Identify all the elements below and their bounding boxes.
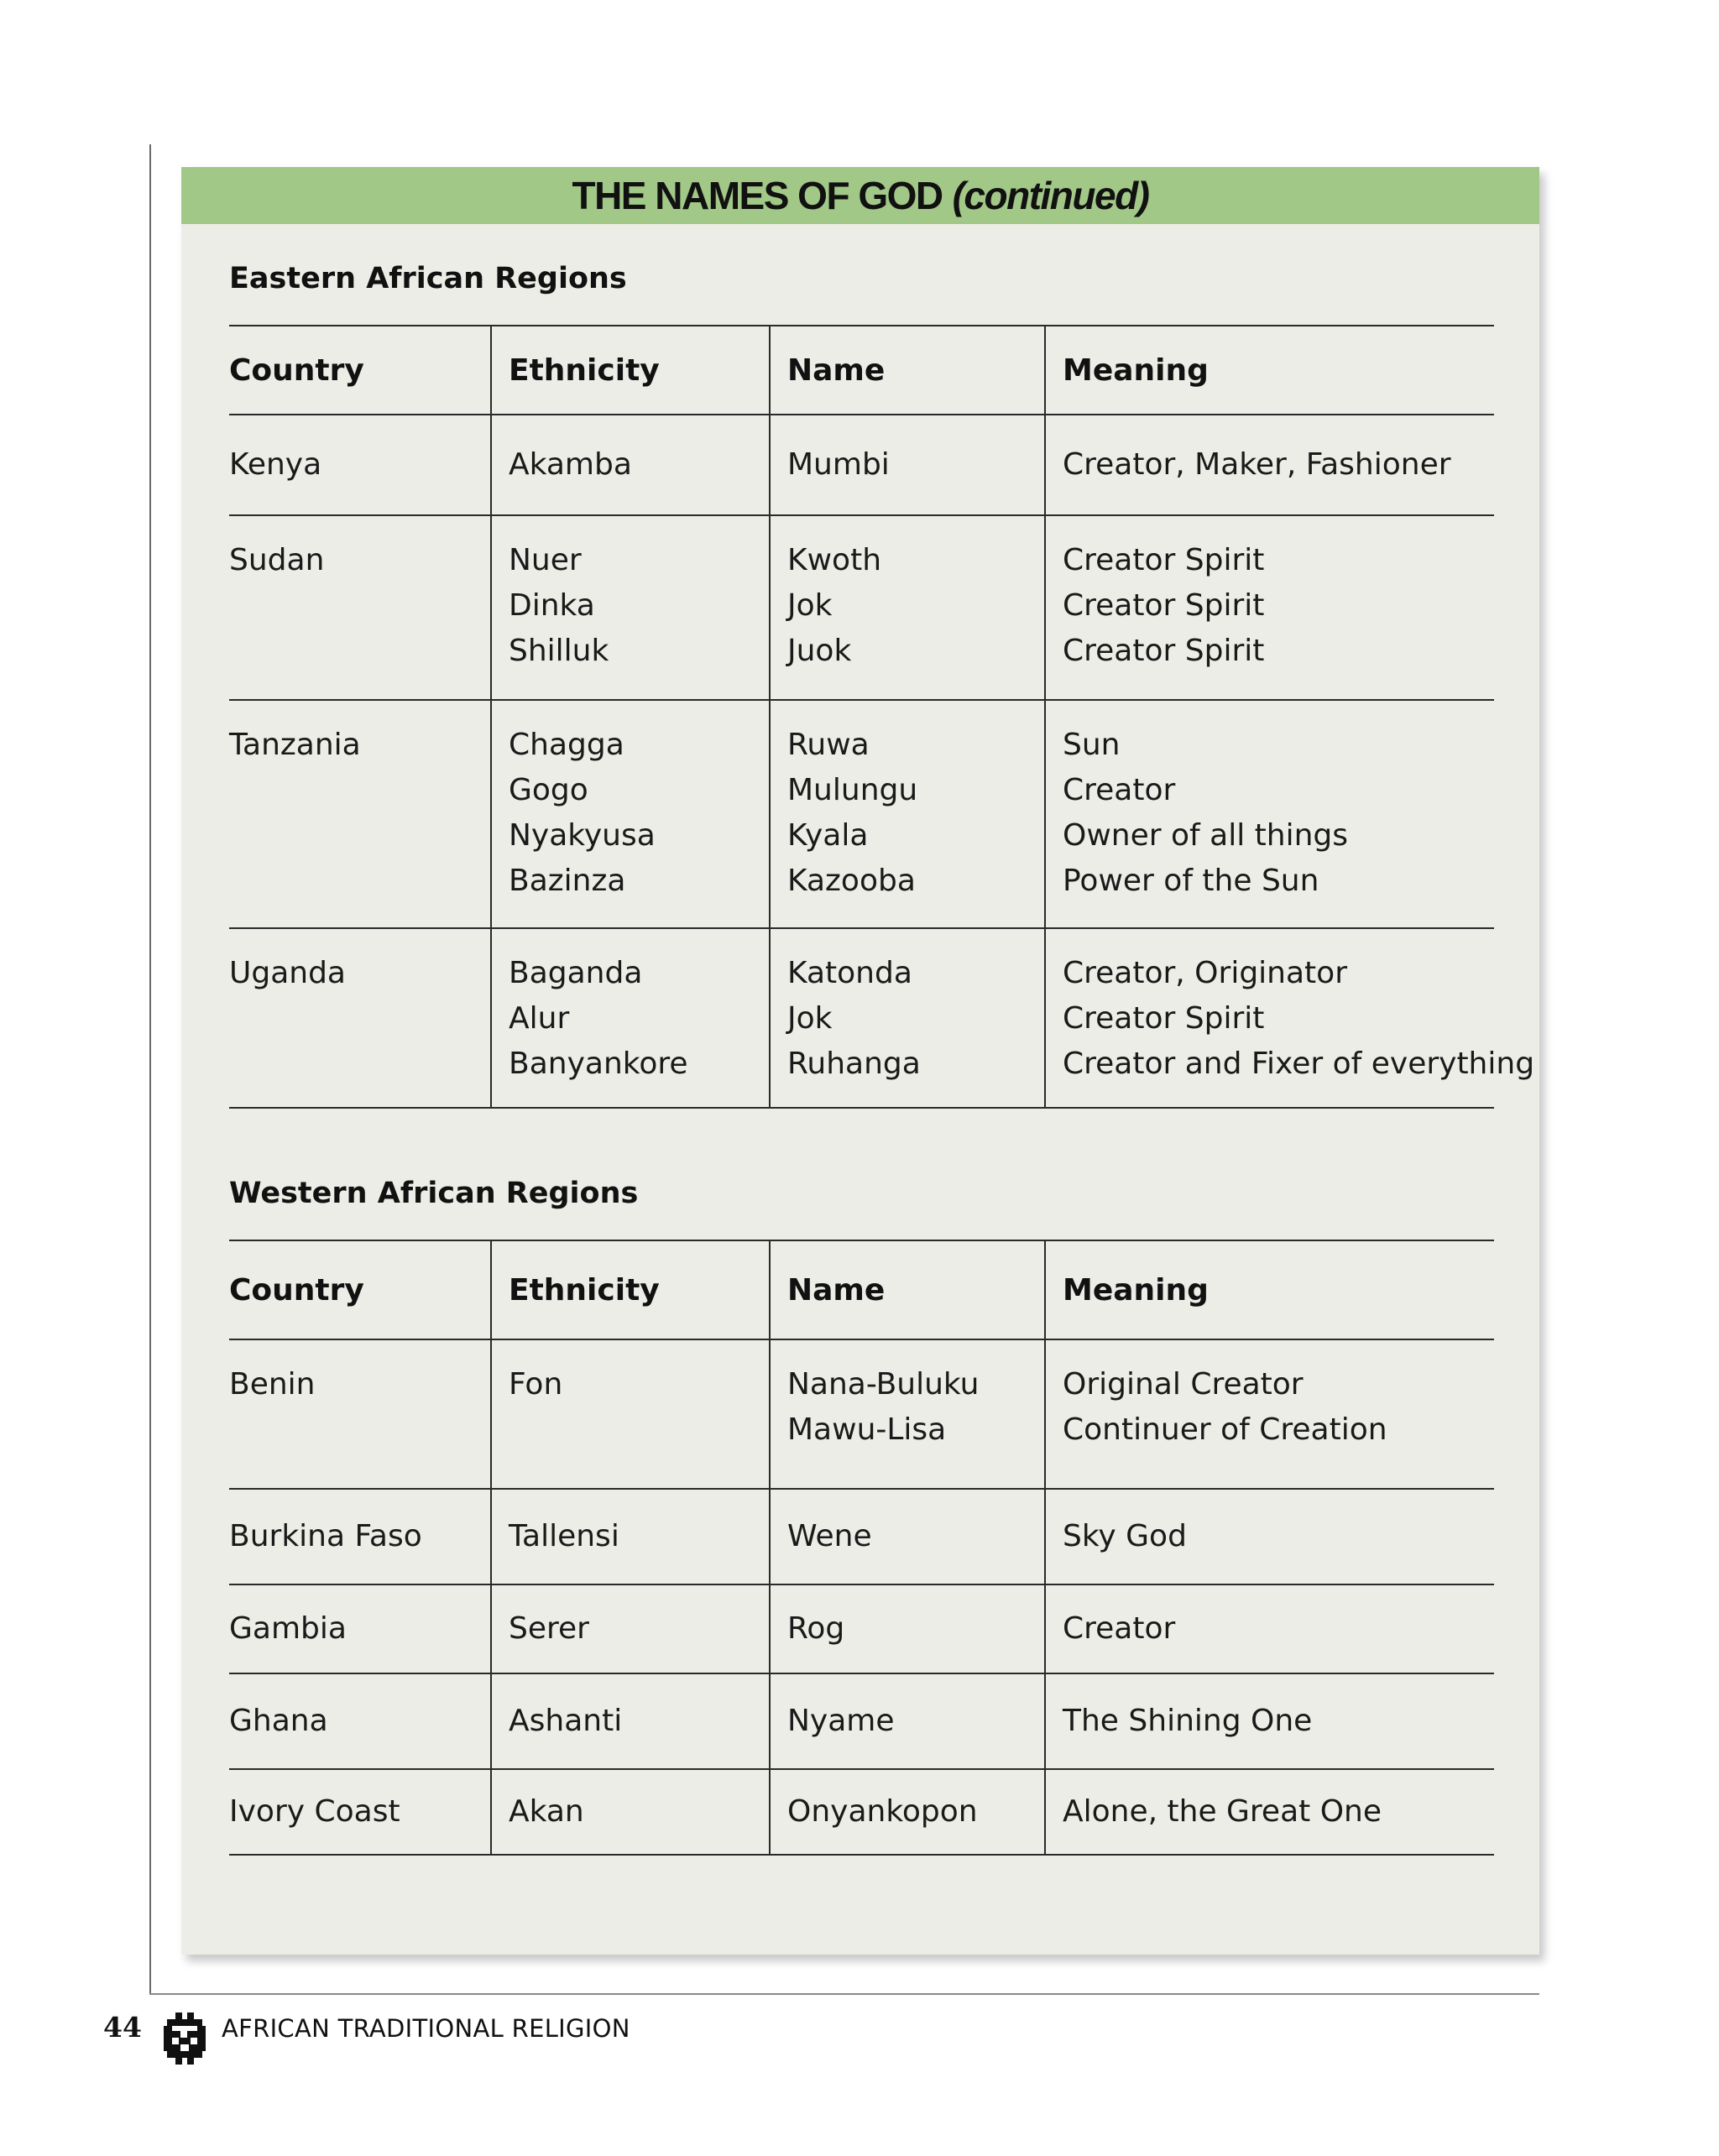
cell-country: [229, 928, 491, 1108]
sidebar-title: [181, 167, 1539, 224]
cell-line: Alur: [509, 1001, 570, 1036]
cell-country: [229, 1584, 491, 1673]
cell-name: [770, 1584, 1045, 1673]
cell-line: Ruwa: [787, 728, 870, 762]
cell-line: Nana-Buluku: [787, 1367, 980, 1402]
cell-name: [770, 515, 1045, 700]
column-header-ethnicity: Ethnicity: [491, 326, 770, 415]
cell-name: [770, 415, 1045, 515]
cell-meaning: [1045, 1769, 1494, 1855]
cell-name: [770, 700, 1045, 928]
table-row: [229, 700, 1494, 928]
table-row: [229, 928, 1494, 1108]
eastern-regions-table: [229, 325, 1535, 1109]
cell-name: [770, 1673, 1045, 1769]
cell-line: Ruhanga: [787, 1047, 921, 1081]
cell-line: Ghana: [229, 1704, 328, 1738]
cell-line: Jok: [787, 588, 833, 623]
cell-country: [229, 1673, 491, 1769]
cell-line: Dinka: [509, 588, 595, 623]
cell-country: [229, 700, 491, 928]
cell-ethnicity: [491, 1489, 770, 1584]
column-header-meaning: Meaning: [1045, 1240, 1494, 1339]
cell-ethnicity: [491, 515, 770, 700]
cell-country: [229, 1339, 491, 1489]
cell-line: Nyakyusa: [509, 818, 656, 853]
cell-line: Alone, the Great One: [1063, 1794, 1382, 1829]
cell-line: Creator Spirit: [1063, 634, 1265, 668]
western-regions-table: [229, 1240, 1494, 1856]
cell-line: Shilluk: [509, 634, 609, 668]
cell-line: Bazinza: [509, 864, 626, 898]
cell-line: Kazooba: [787, 864, 916, 898]
table-row: [229, 415, 1494, 515]
column-header-name: Name: [770, 1240, 1045, 1339]
cell-line: Fon: [509, 1367, 563, 1402]
cell-meaning: [1045, 1673, 1494, 1769]
cell-meaning: [1045, 1339, 1494, 1489]
page-frame-left-rule: [149, 144, 151, 1995]
cell-line: Owner of all things: [1063, 818, 1348, 853]
cell-line: Creator Spirit: [1063, 543, 1265, 577]
cell-line: Juok: [787, 634, 852, 668]
table-row: [229, 1584, 1494, 1673]
cell-line: Nuer: [509, 543, 582, 577]
section-title-western: Western African Regions: [229, 1177, 639, 1210]
cell-ethnicity: [491, 1339, 770, 1489]
cell-line: Tanzania: [229, 728, 361, 762]
column-header-name: Name: [770, 326, 1045, 415]
cell-line: Creator: [1063, 1611, 1176, 1646]
cell-line: Sun: [1063, 728, 1121, 762]
cell-line: Nyame: [787, 1704, 895, 1738]
table-row: [229, 515, 1494, 700]
cell-line: Wene: [787, 1519, 872, 1553]
cell-ethnicity: [491, 928, 770, 1108]
cell-country: [229, 515, 491, 700]
cell-line: Baganda: [509, 956, 643, 990]
cell-line: Katonda: [787, 956, 912, 990]
cell-ethnicity: [491, 1769, 770, 1855]
table-header-row: [229, 1240, 1494, 1339]
cell-line: Gambia: [229, 1611, 347, 1646]
table-row: [229, 1489, 1494, 1584]
cell-name: [770, 1769, 1045, 1855]
table-header-row: [229, 326, 1494, 415]
cell-line: Creator and Fixer of everything: [1063, 1047, 1535, 1081]
cell-line: Ashanti: [509, 1704, 623, 1738]
cell-line: Creator Spirit: [1063, 588, 1265, 623]
cell-meaning: [1045, 1584, 1494, 1673]
footer-book-title: AFRICAN TRADITIONAL RELIGION: [222, 2014, 630, 2043]
cell-line: Ivory Coast: [229, 1794, 400, 1829]
cell-line: Uganda: [229, 956, 346, 990]
cell-meaning: [1045, 700, 1494, 928]
cell-ethnicity: [491, 415, 770, 515]
cell-line: Kwoth: [787, 543, 882, 577]
cell-line: Creator Spirit: [1063, 1001, 1265, 1036]
column-header-country: Country: [229, 326, 491, 415]
sidebar-title-main: THE NAMES OF GOD: [572, 174, 943, 217]
page-number: 44: [103, 2011, 142, 2044]
cell-line: Continuer of Creation: [1063, 1412, 1387, 1447]
cell-meaning: [1045, 1489, 1494, 1584]
cell-line: Mulungu: [787, 773, 918, 807]
cell-name: [770, 1489, 1045, 1584]
cell-meaning: [1045, 415, 1494, 515]
cell-meaning: [1045, 928, 1535, 1108]
cell-ethnicity: [491, 1584, 770, 1673]
cell-line: Sudan: [229, 543, 325, 577]
cell-line: Rog: [787, 1611, 845, 1646]
section-title-eastern: Eastern African Regions: [229, 262, 627, 295]
cell-line: Jok: [787, 1001, 833, 1036]
table-row: [229, 1769, 1494, 1855]
cell-line: Chagga: [509, 728, 624, 762]
cell-line: Banyankore: [509, 1047, 688, 1081]
sidebar-title-suffix: (continued): [952, 174, 1149, 217]
table-row: [229, 1673, 1494, 1769]
cell-line: Kyala: [787, 818, 869, 853]
column-header-country: Country: [229, 1240, 491, 1339]
cell-name: [770, 1339, 1045, 1489]
table-row: [229, 1339, 1494, 1489]
cell-line: Creator: [1063, 773, 1176, 807]
names-of-god-sidebar: [181, 167, 1539, 1955]
adinkra-symbol-icon: [164, 2012, 206, 2065]
cell-line: Gogo: [509, 773, 588, 807]
cell-line: Mumbi: [787, 447, 890, 482]
cell-country: [229, 1769, 491, 1855]
cell-line: Power of the Sun: [1063, 864, 1319, 898]
cell-line: Akamba: [509, 447, 632, 482]
cell-ethnicity: [491, 700, 770, 928]
cell-line: Akan: [509, 1794, 584, 1829]
column-header-meaning: Meaning: [1045, 326, 1494, 415]
cell-line: Mawu-Lisa: [787, 1412, 947, 1447]
cell-line: Kenya: [229, 447, 322, 482]
cell-line: The Shining One: [1063, 1704, 1313, 1738]
cell-country: [229, 1489, 491, 1584]
cell-line: Sky God: [1063, 1519, 1187, 1553]
cell-line: Creator, Maker, Fashioner: [1063, 447, 1451, 482]
cell-line: Original Creator: [1063, 1367, 1304, 1402]
cell-line: Onyankopon: [787, 1794, 978, 1829]
cell-line: Benin: [229, 1367, 316, 1402]
cell-line: Serer: [509, 1611, 589, 1646]
cell-ethnicity: [491, 1673, 770, 1769]
cell-line: Tallensi: [509, 1519, 619, 1553]
cell-line: Burkina Faso: [229, 1519, 422, 1553]
cell-meaning: [1045, 515, 1494, 700]
cell-name: [770, 928, 1045, 1108]
cell-country: [229, 415, 491, 515]
page-frame-bottom-rule: [149, 1993, 1539, 1995]
cell-line: Creator, Originator: [1063, 956, 1347, 990]
column-header-ethnicity: Ethnicity: [491, 1240, 770, 1339]
